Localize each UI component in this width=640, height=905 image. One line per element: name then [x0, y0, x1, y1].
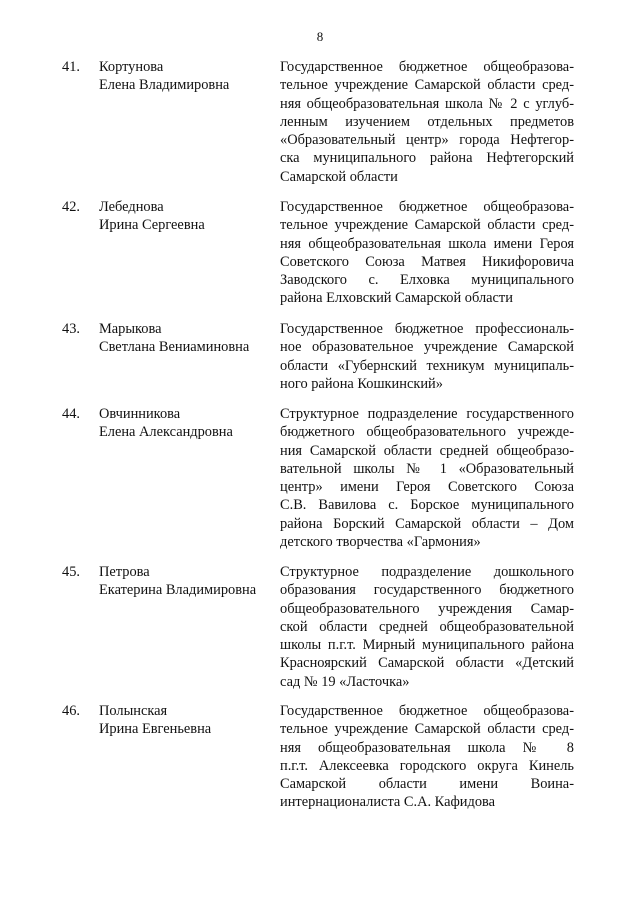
org-line: района Борский Самарской области – Дом — [280, 515, 574, 532]
org-line: ния Самарской области средней общеобразо- — [280, 442, 574, 459]
person-name — [99, 320, 279, 357]
surname: Марыкова — [99, 321, 162, 337]
surname: Лебеднова — [99, 199, 164, 215]
org-line: школы п.г.т. Мирный муниципального района — [280, 637, 574, 654]
org-line: ска муниципального района Нефтегорский — [280, 150, 574, 167]
given-names: Светлана Вениаминовна — [99, 339, 250, 356]
given-names: Екатерина Владимировна — [99, 582, 257, 599]
person-name — [99, 58, 279, 95]
org-line: ской области средней общеобразовательной — [280, 618, 574, 635]
org-line: образования государственного бюджетного — [280, 582, 574, 599]
person-name — [99, 702, 279, 739]
org-line: Структурное подразделение дошкольного — [280, 564, 574, 580]
org-line: няя общеобразовательная школа имени Героя — [280, 235, 574, 252]
org-line: п.г.т. Алексеевка городского округа Кинель — [280, 757, 574, 774]
given-names: Ирина Евгеньевна — [99, 721, 212, 738]
org-line: области «Губернский техникум муниципаль- — [280, 357, 574, 374]
organization — [280, 320, 574, 393]
entry-number: 46. — [62, 703, 80, 719]
org-line: Красноярский Самарской области «Детский — [280, 655, 574, 672]
entry-number: 43. — [62, 321, 80, 337]
org-line: Самарской области — [280, 168, 398, 185]
org-line: Советского Союза Матвея Никифоровича — [280, 253, 574, 270]
org-line: Государственное бюджетное общеобразова- — [280, 59, 574, 75]
organization — [280, 58, 574, 186]
org-line: Государственное бюджетное общеобразова- — [280, 199, 574, 215]
person-name — [99, 563, 279, 600]
entry-number: 45. — [62, 564, 80, 580]
org-line: няя общеобразовательная школа № 2 с углуб- — [280, 95, 574, 112]
entry-number: 44. — [62, 406, 80, 422]
given-names: Елена Владимировна — [99, 77, 230, 94]
org-line: няя общеобразовательная школа № 8 — [280, 739, 574, 756]
organization — [280, 198, 574, 308]
entry-number: 41. — [62, 59, 80, 75]
org-line: ное образовательное учреждение Самарской — [280, 339, 574, 356]
org-line: детского творчества «Гармония» — [280, 534, 481, 551]
org-line: сад № 19 «Ласточка» — [280, 673, 410, 690]
org-line: тельное учреждение Самарской области сред- — [280, 217, 574, 234]
org-line: тельное учреждение Самарской области сред- — [280, 721, 574, 738]
given-names: Елена Александровна — [99, 424, 233, 441]
org-line: общеобразовательного учреждения Самар- — [280, 600, 574, 617]
org-line: интернационалиста С.А. Кафидова — [280, 794, 496, 811]
org-line: центр» имени Героя Советского Союза — [280, 479, 574, 496]
entry-number: 42. — [62, 199, 80, 215]
organization — [280, 563, 574, 691]
surname: Петрова — [99, 564, 150, 580]
org-line: Самарской области имени Воина- — [280, 776, 574, 793]
surname: Овчинникова — [99, 406, 181, 422]
org-line: района Елховский Самарской области — [280, 290, 513, 307]
org-line: Структурное подразделение государственного — [280, 406, 574, 422]
org-line: бюджетного общеобразовательного учрежде- — [280, 424, 574, 441]
surname: Кортунова — [99, 59, 164, 75]
surname: Полынская — [99, 703, 168, 719]
organization — [280, 405, 574, 551]
org-line: тельное учреждение Самарской области сред- — [280, 77, 574, 94]
org-line: Заводского с. Елховка муниципального — [280, 272, 574, 289]
org-line: Государственное бюджетное профессиональ- — [280, 321, 574, 337]
organization — [280, 702, 574, 812]
given-names: Ирина Сергеевна — [99, 217, 205, 234]
org-line: С.В. Вавилова с. Борское муниципального — [280, 497, 574, 514]
org-line: ленным изучением отдельных предметов — [280, 113, 574, 130]
person-name — [99, 198, 279, 235]
person-name — [99, 405, 279, 442]
org-line: Государственное бюджетное общеобразова- — [280, 703, 574, 719]
page-number: 8 — [316, 29, 324, 44]
org-line: ного района Кошкинский» — [280, 375, 443, 392]
org-line: вательной школы № 1 «Образовательный — [280, 460, 574, 477]
org-line: «Образовательный центр» города Нефтегор- — [280, 132, 574, 149]
